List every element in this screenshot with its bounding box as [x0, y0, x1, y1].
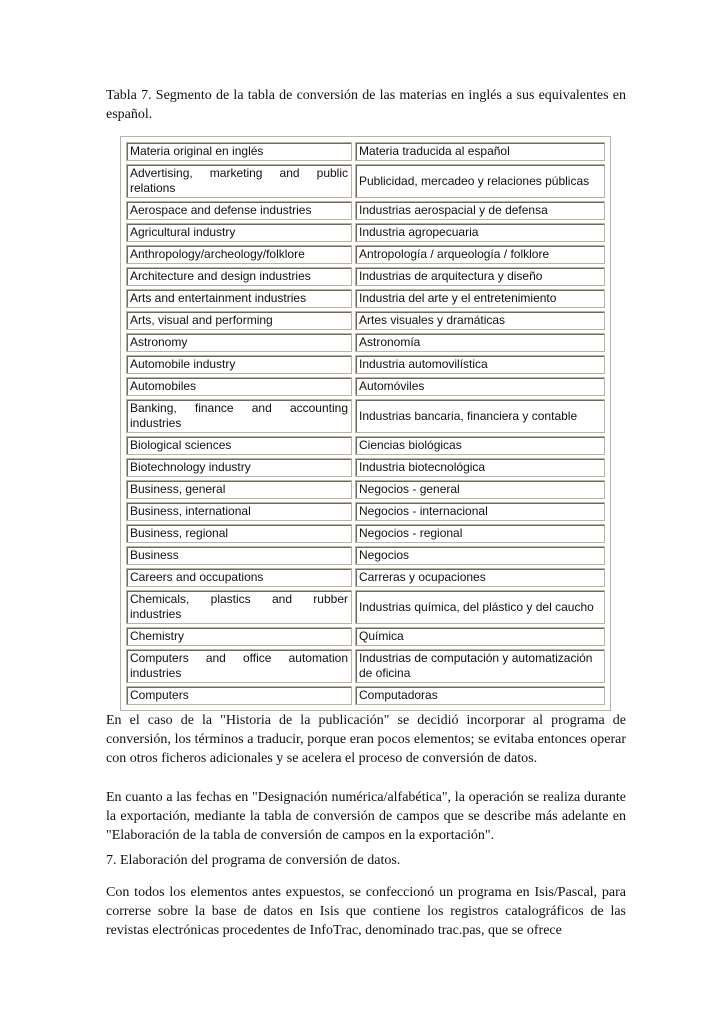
cell-english: Aerospace and defense industries [126, 201, 352, 220]
table-row [126, 649, 605, 683]
cell-english: Chemistry [126, 627, 352, 646]
cell-english: Arts and entertainment industries [126, 289, 352, 308]
table-row [126, 627, 605, 646]
table-row [126, 377, 605, 396]
table-row [126, 267, 605, 286]
table-header-row [126, 142, 605, 161]
paragraph-fechas: En cuanto a las fechas en "Designación numérica/alfabética", la operación se realiza durante la exportación, mediante la tabla de conversión de campos que se describe más adelante en "Elaboración de la tabla de conversión de campos en la exportación". [106, 790, 626, 843]
header-english: Materia original en inglés [126, 142, 352, 161]
cell-spanish: Negocios - internacional [355, 502, 605, 521]
cell-spanish: Industria automovilística [355, 355, 605, 374]
cell-spanish: Negocios - general [355, 480, 605, 499]
cell-english: Business, regional [126, 524, 352, 543]
cell-english: Business [126, 546, 352, 565]
cell-spanish: Industria biotecnológica [355, 458, 605, 477]
cell-spanish: Industrias de arquitectura y diseño [355, 267, 605, 286]
table-row [126, 458, 605, 477]
table-row [126, 502, 605, 521]
cell-spanish: Antropología / arqueología / folklore [355, 245, 605, 264]
table-row [126, 355, 605, 374]
conversion-table-body [126, 142, 605, 705]
table-row [126, 399, 605, 433]
cell-spanish: Industrias química, del plástico y del caucho [355, 590, 605, 624]
cell-spanish: Publicidad, mercadeo y relaciones públicas [355, 164, 605, 198]
cell-spanish: Negocios - regional [355, 524, 605, 543]
table-row [126, 289, 605, 308]
cell-spanish: Carreras y ocupaciones [355, 568, 605, 587]
cell-english: Arts, visual and performing [126, 311, 352, 330]
table-row [126, 686, 605, 705]
conversion-table [123, 139, 608, 708]
paragraph-historia: En el caso de la "Historia de la publicación" se decidió incorporar al programa de conversión, los términos a traducir, porque eran pocos elementos; se evitaba entonces operar con otros ficheros adicionales y se acelera el proceso de conversión de datos. [106, 713, 626, 766]
cell-english: Computers and office automation industries [126, 649, 352, 683]
section-heading: 7. Elaboración del programa de conversión de datos. [106, 853, 401, 868]
table-row [126, 245, 605, 264]
cell-english: Automobile industry [126, 355, 352, 374]
cell-english: Biotechnology industry [126, 458, 352, 477]
table-row [126, 524, 605, 543]
cell-spanish: Automóviles [355, 377, 605, 396]
cell-spanish: Negocios [355, 546, 605, 565]
cell-english: Careers and occupations [126, 568, 352, 587]
cell-spanish: Artes visuales y dramáticas [355, 311, 605, 330]
table-row [126, 590, 605, 624]
cell-english: Anthropology/archeology/folklore [126, 245, 352, 264]
cell-spanish: Industrias aerospacial y de defensa [355, 201, 605, 220]
cell-english: Banking, finance and accounting industries [126, 399, 352, 433]
cell-english: Biological sciences [126, 436, 352, 455]
cell-english: Computers [126, 686, 352, 705]
table-row [126, 333, 605, 352]
cell-english: Astronomy [126, 333, 352, 352]
cell-english: Advertising, marketing and public relations [126, 164, 352, 198]
table-row [126, 546, 605, 565]
cell-english: Architecture and design industries [126, 267, 352, 286]
cell-spanish: Industria agropecuaria [355, 223, 605, 242]
table-row [126, 480, 605, 499]
cell-spanish: Astronomía [355, 333, 605, 352]
table-row [126, 311, 605, 330]
cell-spanish: Computadoras [355, 686, 605, 705]
table-row [126, 223, 605, 242]
conversion-table-frame [120, 136, 611, 711]
table-row [126, 436, 605, 455]
table-row [126, 568, 605, 587]
paragraph-programa: Con todos los elementos antes expuestos, se confeccionó un programa en Isis/Pascal, para correrse sobre la base de datos en Isis que contiene los registros catalográficos de las revistas electrónicas procedentes de InfoTrac, denominado trac.pas, que se ofrece [106, 885, 626, 938]
table-row [126, 201, 605, 220]
cell-english: Business, general [126, 480, 352, 499]
cell-spanish: Industrias de computación y automatización de oficina [355, 649, 605, 683]
cell-english: Agricultural industry [126, 223, 352, 242]
table-caption: Tabla 7. Segmento de la tabla de conversión de las materias en inglés a sus equivalentes en español. [106, 88, 626, 122]
header-spanish: Materia traducida al español [355, 142, 605, 161]
cell-spanish: Química [355, 627, 605, 646]
cell-english: Chemicals, plastics and rubber industries [126, 590, 352, 624]
table-row [126, 164, 605, 198]
cell-spanish: Industria del arte y el entretenimiento [355, 289, 605, 308]
cell-english: Automobiles [126, 377, 352, 396]
cell-english: Business, international [126, 502, 352, 521]
cell-spanish: Industrias bancaria, financiera y contable [355, 399, 605, 433]
cell-spanish: Ciencias biológicas [355, 436, 605, 455]
